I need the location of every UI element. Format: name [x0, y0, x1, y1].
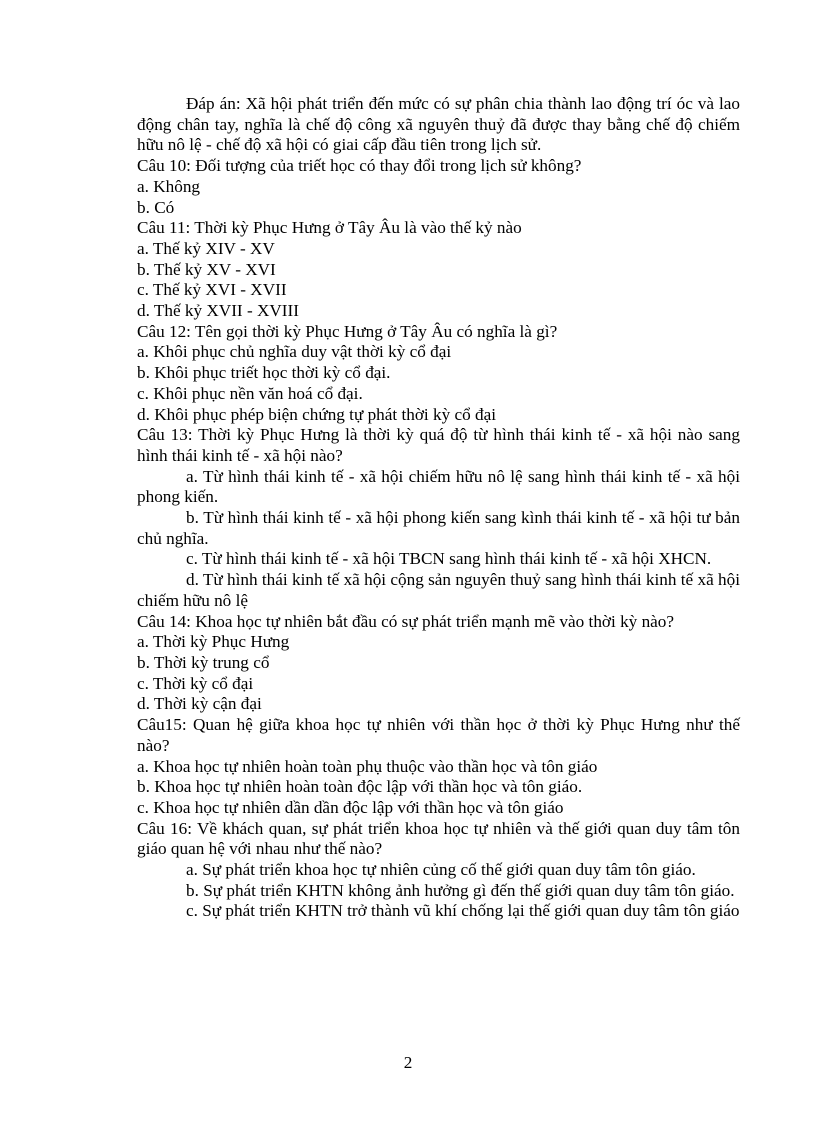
question-13-option-c: c. Từ hình thái kinh tế - xã hội TBCN sang hình thái kinh tế - xã hội XHCN. [186, 549, 712, 569]
question-14-option-b: b. Thời kỳ trung cổ [137, 652, 270, 672]
question-15-option-a: a. Khoa học tự nhiên hoàn toàn phụ thuộc vào thần học và tôn giáo [137, 756, 598, 776]
question-11-option-a: a. Thế kỷ XIV - XV [137, 238, 275, 258]
question-13: Câu 13: Thời kỳ Phục Hưng là thời kỳ quá độ từ hình thái kinh tế - xã hội nào sang hình thái kinh tế - xã hội nào? [137, 425, 740, 465]
question-10-option-b: b. Có [137, 197, 175, 217]
question-14-option-a: a. Thời kỳ Phục Hưng [137, 632, 290, 652]
question-12-option-c: c. Khôi phục nền văn hoá cổ đại. [137, 383, 363, 403]
question-12-option-a: a. Khôi phục chủ nghĩa duy vật thời kỳ cổ đại [137, 342, 452, 362]
answer-paragraph: Đáp án: Xã hội phát triển đến mức có sự phân chia thành lao động trí óc và lao động chân tay, nghĩa là chế độ công xã nguyên thuỷ đã được thay bằng chế độ chiếm hữu nô lệ - chế độ xã hội có giai cấp đầu tiên trong lịch sử. [137, 94, 740, 155]
question-16-option-a: a. Sự phát triển khoa học tự nhiên củng cố thế giới quan duy tâm tôn giáo. [186, 860, 696, 880]
page-body [137, 94, 740, 922]
question-13-option-a: a. Từ hình thái kinh tế - xã hội chiếm hữu nô lệ sang hình thái kinh tế - xã hội phong kiến. [137, 466, 740, 507]
question-12-option-b: b. Khôi phục triết học thời kỳ cổ đại. [137, 363, 391, 383]
question-12: Câu 12: Tên gọi thời kỳ Phục Hưng ở Tây Âu có nghĩa là gì? [137, 321, 558, 341]
question-11-option-d: d. Thế kỷ XVII - XVIII [137, 301, 299, 321]
question-11-option-b: b. Thế kỷ XV - XVI [137, 259, 276, 279]
question-15-option-c: c. Khoa học tự nhiên dần dần độc lập với thần học và tôn giáo [137, 797, 564, 817]
question-11-option-c: c. Thế kỷ XVI - XVII [137, 280, 287, 300]
question-14-option-c: c. Thời kỳ cổ đại [137, 673, 254, 693]
question-13-option-b: b. Từ hình thái kinh tế - xã hội phong kiến sang kình thái kinh tế - xã hội tư bản chủ nghĩa. [137, 508, 740, 548]
question-16-option-b: b. Sự phát triển KHTN không ảnh hưởng gì đến thế giới quan duy tâm tôn giáo. [186, 880, 735, 900]
question-16: Câu 16: Về khách quan, sự phát triển khoa học tự nhiên và thế giới quan duy tâm tôn giáo quan hệ với nhau như thế nào? [137, 818, 740, 859]
page-number: 2 [403, 1053, 413, 1072]
question-10-option-a: a. Không [137, 176, 201, 196]
question-13-option-d: d. Từ hình thái kinh tế xã hội cộng sản nguyên thuỷ sang hình thái kinh tế xã hội chiếm hữu nô lệ [137, 570, 740, 610]
question-15-option-b: b. Khoa học tự nhiên hoàn toàn độc lập với thần học và tôn giáo. [137, 777, 583, 797]
question-11: Câu 11: Thời kỳ Phục Hưng ở Tây Âu là vào thế kỷ nào [137, 218, 522, 238]
question-10: Câu 10: Đối tượng của triết học có thay đổi trong lịch sử không? [137, 156, 582, 176]
question-14-option-d: d. Thời kỳ cận đại [137, 694, 262, 714]
question-14: Câu 14: Khoa học tự nhiên bắt đầu có sự phát triển mạnh mẽ vào thời kỳ nào? [137, 611, 675, 631]
question-15: Câu15: Quan hệ giữa khoa học tự nhiên với thần học ở thời kỳ Phục Hưng như thế nào? [137, 715, 740, 755]
question-16-option-c: c. Sự phát triển KHTN trở thành vũ khí chống lại thế giới quan duy tâm tôn giáo [186, 901, 740, 921]
question-12-option-d: d. Khôi phục phép biện chứng tự phát thời kỳ cổ đại [137, 404, 496, 424]
